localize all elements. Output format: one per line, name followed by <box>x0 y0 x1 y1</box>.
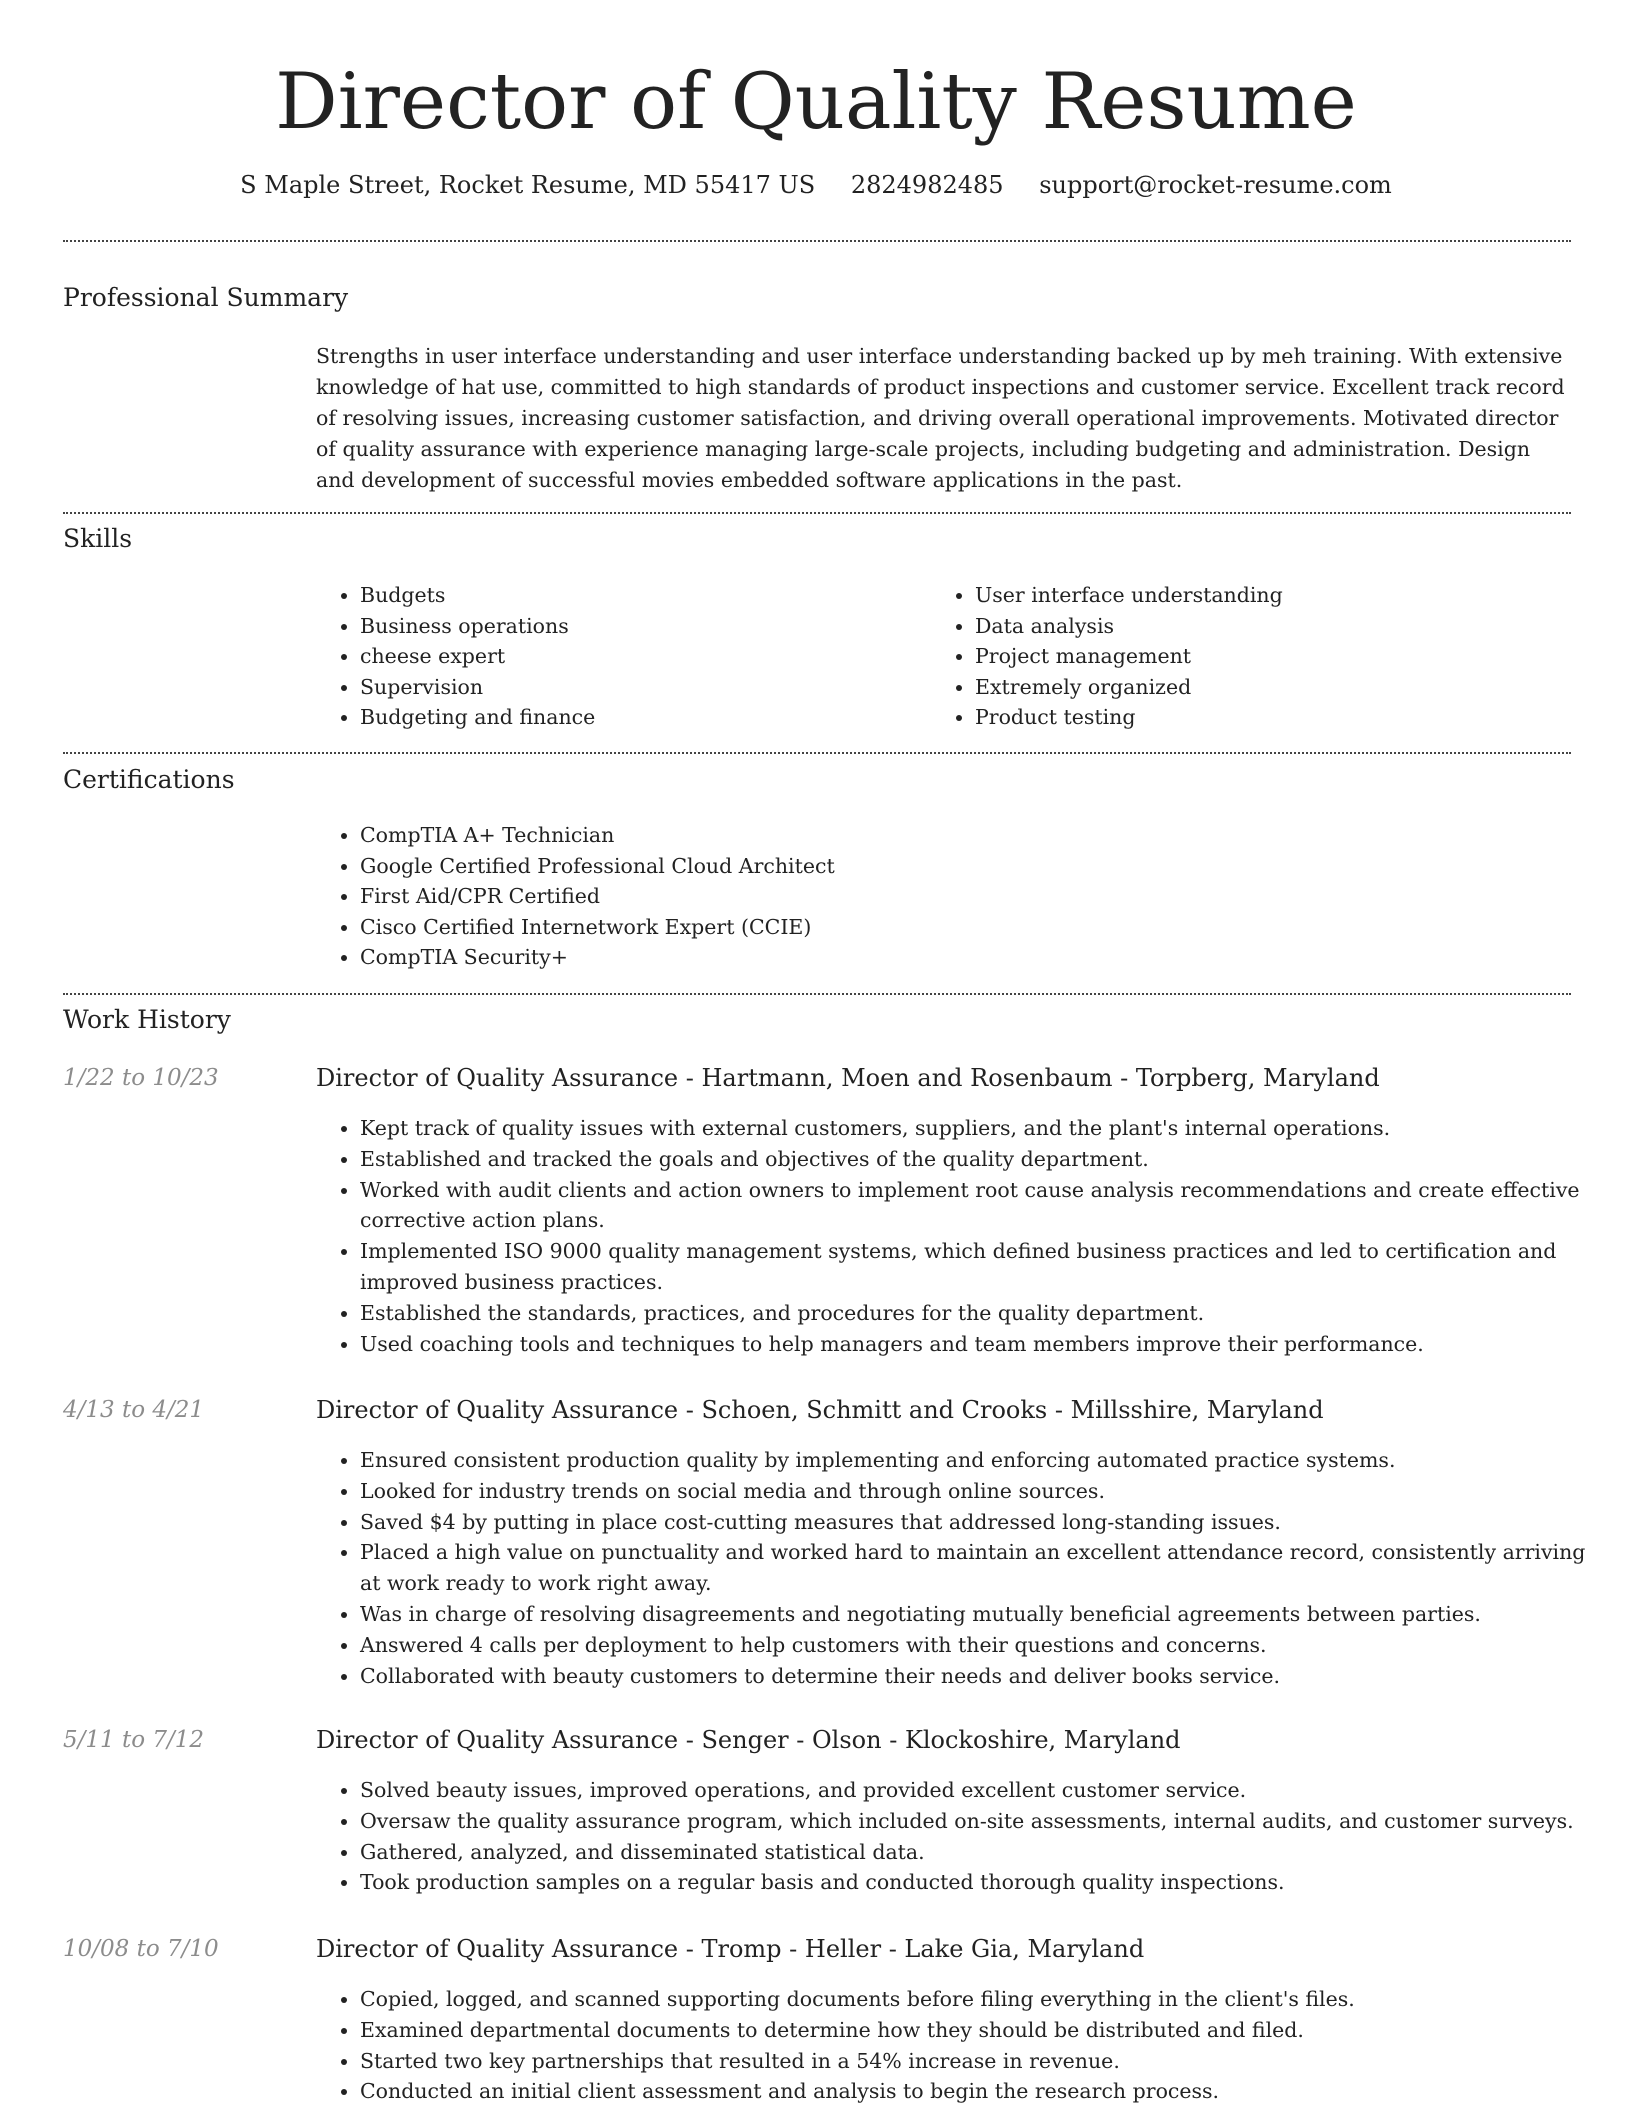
certification-item: • CompTIA Security+ <box>360 942 1260 973</box>
skill-item: • Data analysis <box>975 611 1575 642</box>
contact-address: S Maple Street, Rocket Resume, MD 55417 US <box>240 171 816 199</box>
summary-text: Strengths in user interface understanding and user interface understanding backed up by meh training. With extensive knowledge of hat use, committed to high standards of product inspections and customer service. Excellent track record of resolving issues, increasing customer satisfaction, and driving overall operational improvements. Motivated director of quality assurance with experience managing large-scale projects, including budgeting and administration. Design and development of successful movies embedded software applications in the past. <box>316 344 1565 492</box>
job-bullet: • Answered 4 calls per deployment to help customers with their questions and concerns. <box>360 1630 1610 1661</box>
job-bullet: • Ensured consistent production quality by implementing and enforcing automated practice systems. <box>360 1445 1610 1476</box>
section-title-work-history: Work History <box>63 1005 231 1034</box>
job-dates: 5/11 to 7/12 <box>63 1727 205 1753</box>
skill-item: • cheese expert <box>360 641 920 672</box>
divider <box>63 752 1571 754</box>
skill-item: • User interface understanding <box>975 580 1575 611</box>
certification-item: • First Aid/CPR Certified <box>360 881 1260 912</box>
job-bullet: • Conducted an initial client assessment and analysis to begin the research process. <box>360 2076 1610 2107</box>
job-bullets <box>316 1775 1610 1898</box>
skill-item: • Budgeting and finance <box>360 702 920 733</box>
job-bullet: • Implemented ISO 9000 quality management systems, which defined business practices and led to certification and improved business practices. <box>360 1236 1610 1298</box>
section-title-certifications: Certifications <box>63 765 235 794</box>
certification-item: • Google Certified Professional Cloud Architect <box>360 851 1260 882</box>
skill-item: • Business operations <box>360 611 920 642</box>
job-bullet: • Took production samples on a regular basis and conducted thorough quality inspections. <box>360 1867 1610 1898</box>
contact-email: support@rocket-resume.com <box>1039 171 1392 199</box>
divider <box>63 512 1571 514</box>
job-bullet: • Collaborated with beauty customers to determine their needs and deliver books service. <box>360 1661 1610 1692</box>
skill-item: • Budgets <box>360 580 920 611</box>
certification-item: • CompTIA A+ Technician <box>360 820 1260 851</box>
job-bullet: • Established and tracked the goals and objectives of the quality department. <box>360 1144 1610 1175</box>
job-dates: 10/08 to 7/10 <box>63 1936 219 1962</box>
job-dates: 1/22 to 10/23 <box>63 1065 219 1091</box>
job-bullet: • Established the standards, practices, and procedures for the quality department. <box>360 1298 1610 1329</box>
skill-item: • Product testing <box>975 702 1575 733</box>
job-title: Director of Quality Assurance - Senger - Olson - Klockoshire, Maryland <box>316 1726 1181 1754</box>
job-bullets <box>316 1984 1610 2107</box>
job-bullet: • Looked for industry trends on social media and through online sources. <box>360 1476 1610 1507</box>
divider <box>63 993 1571 995</box>
contact-line <box>0 168 1632 202</box>
job-bullet: • Oversaw the quality assurance program, which included on-site assessments, internal audits, and customer surveys. <box>360 1806 1610 1837</box>
skill-item: • Project management <box>975 641 1575 672</box>
job-bullet: • Was in charge of resolving disagreements and negotiating mutually beneficial agreements between parties. <box>360 1599 1610 1630</box>
certifications-list <box>316 820 1260 973</box>
job-bullets <box>316 1113 1610 1359</box>
job-bullet: • Used coaching tools and techniques to help managers and team members improve their performance. <box>360 1329 1610 1360</box>
contact-phone: 2824982485 <box>850 171 1004 199</box>
job-bullet: • Examined departmental documents to determine how they should be distributed and filed. <box>360 2015 1610 2046</box>
job-bullet: • Copied, logged, and scanned supporting documents before filing everything in the client's files. <box>360 1984 1610 2015</box>
section-title-summary: Professional Summary <box>63 283 349 312</box>
job-bullet: • Started two key partnerships that resulted in a 54% increase in revenue. <box>360 2046 1610 2077</box>
resume-title: Director of Quality Resume <box>275 57 1357 147</box>
job-bullets <box>316 1445 1610 1691</box>
skill-item: • Supervision <box>360 672 920 703</box>
job-dates: 4/13 to 4/21 <box>63 1397 205 1423</box>
certification-item: • Cisco Certified Internetwork Expert (CCIE) <box>360 912 1260 943</box>
job-bullet: • Worked with audit clients and action owners to implement root cause analysis recommendations and create effective corrective action plans. <box>360 1175 1610 1237</box>
job-bullet: • Kept track of quality issues with external customers, suppliers, and the plant's internal operations. <box>360 1113 1610 1144</box>
divider <box>63 240 1571 242</box>
skills-list-right <box>931 580 1575 733</box>
job-bullet: • Placed a high value on punctuality and worked hard to maintain an excellent attendance record, consistently arriving at work ready to work right away. <box>360 1537 1610 1599</box>
job-title: Director of Quality Assurance - Tromp - Heller - Lake Gia, Maryland <box>316 1935 1145 1963</box>
skills-list-left <box>316 580 920 733</box>
skill-item: • Extremely organized <box>975 672 1575 703</box>
job-bullet: • Gathered, analyzed, and disseminated statistical data. <box>360 1837 1610 1868</box>
section-title-skills: Skills <box>63 524 133 553</box>
job-title: Director of Quality Assurance - Hartmann, Moen and Rosenbaum - Torpberg, Maryland <box>316 1064 1380 1092</box>
job-bullet: • Saved $4 by putting in place cost-cutting measures that addressed long-standing issues. <box>360 1507 1610 1538</box>
job-title: Director of Quality Assurance - Schoen, Schmitt and Crooks - Millsshire, Maryland <box>316 1396 1324 1424</box>
job-bullet: • Solved beauty issues, improved operations, and provided excellent customer service. <box>360 1775 1610 1806</box>
